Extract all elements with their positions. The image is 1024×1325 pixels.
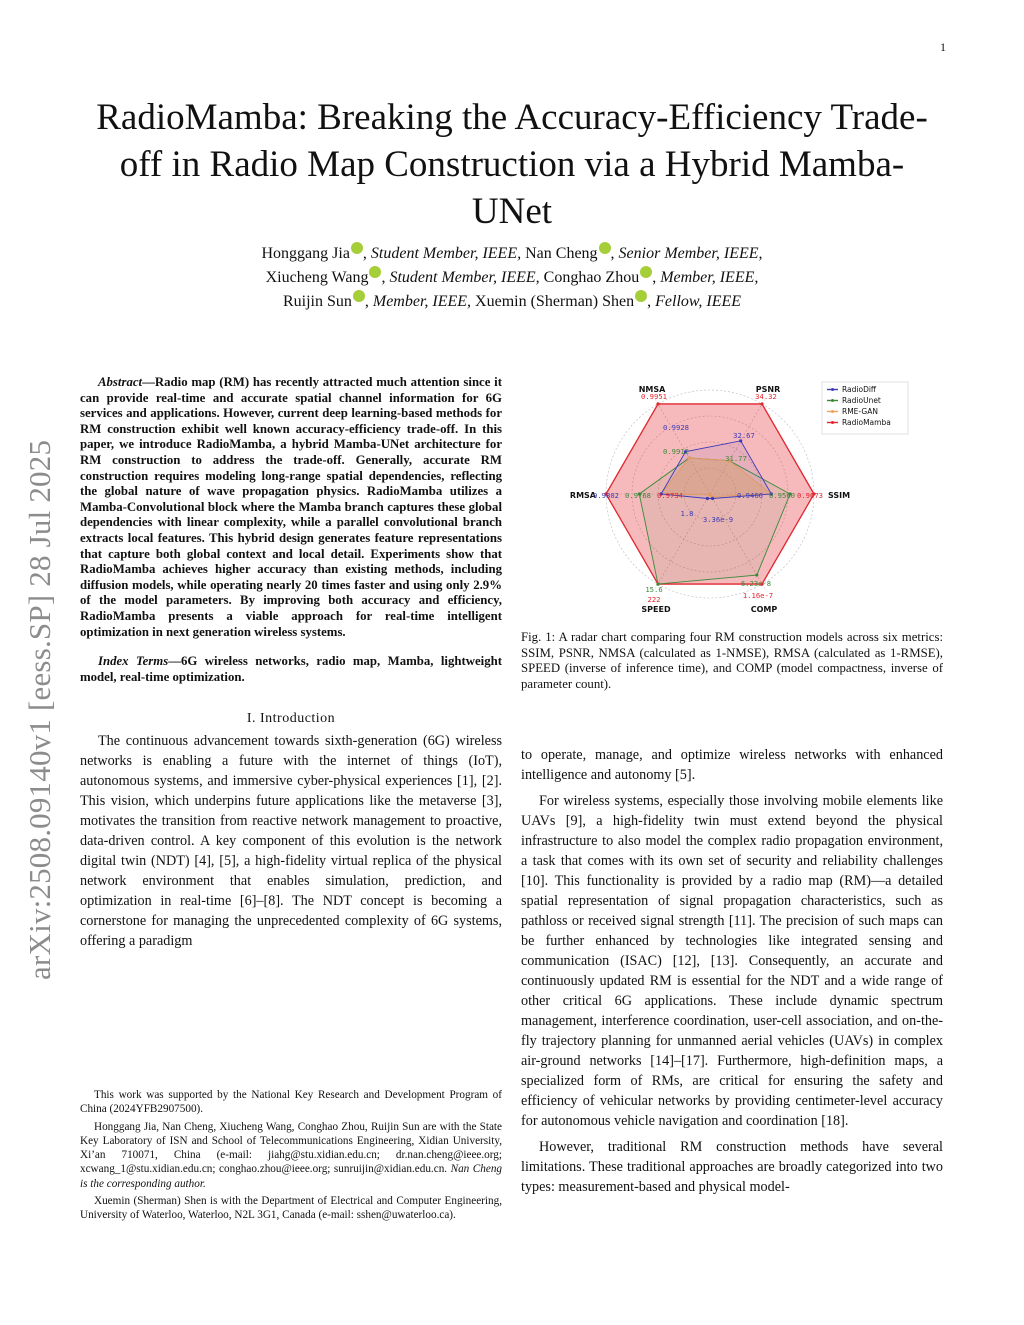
author-membership: Fellow, IEEE (655, 293, 742, 310)
author-membership: Student Member, IEEE, (370, 245, 522, 262)
radar-value-label: 32.67 (733, 431, 755, 440)
radar-point (760, 402, 763, 405)
index-terms (80, 654, 502, 685)
author-membership: Student Member, IEEE, (389, 269, 540, 286)
section-heading-introduction: I. Introduction (246, 711, 336, 727)
radar-axis-label: PSNR (755, 385, 781, 394)
author-membership: Member, IEEE, (372, 293, 472, 310)
author-membership: Member, IEEE, (660, 269, 759, 286)
right-paragraph-3: However, traditional RM construction methods have several limitations. These traditional approaches are broadly categorized into two types: measurement-based and physical model- (521, 1139, 943, 1195)
radar-value-label: 34.32 (755, 392, 777, 401)
abstract-label: Abstract (98, 375, 143, 389)
radar-value-label: 0.9466 (737, 491, 763, 500)
index-terms-text: —6G wireless networks, radio map, Mamba, lightweight model, real-time optimization. (80, 654, 502, 684)
radar-point (706, 497, 709, 500)
legend-marker (831, 410, 834, 413)
index-terms-label: Index Terms (98, 654, 169, 669)
abstract (80, 375, 502, 640)
figure-1 (560, 374, 930, 614)
legend-marker (831, 399, 834, 402)
intro-paragraph-1: The continuous advancement towards sixth-generation (6G) wireless networks is enabling a future with the internet of things (IoT), autonomous systems, and immersive cyber-physical experiences [1], [2]. This vision, which underpins future applications like the metaverse [3], motivates the transition from reactive network management to proactive, data-driven control. A key component of this evolution is the network digital twin (NDT) [4], [5], a high-fidelity virtual replica of the physical network environment that enables simulation, prediction, and optimization in real-time [6]–[8]. The NDT concept is becoming a cornerstone for managing the unprecedented complexity of 6G systems, offering a paradigm (80, 733, 502, 950)
left-column (80, 375, 502, 951)
abstract-text: —Radio map (RM) has recently attracted much attention since it can provide real-time and accurate spatial channel information for 6G services and applications. However, current deep learning-based methods for RM construction exhibit well known accuracy-efficiency trade-off. In this paper, we introduce RadioMamba, a hybrid Mamba-UNet architecture for RM construction to address the trade-off. Generally, accurate RM construction requires modeling long-range spatial dependencies, reflecting the global nature of wave propagation physics. RadioMamba utilizes a Mamba-Convolutional block where the Mamba branch captures these global dependencies with linear complexity, while a parallel convolutional branch extracts local features. This hybrid design generates feature representations that capture both global context and local detail. Experiments show that RadioMamba achieves higher accuracy than existing methods, including diffusion models, while operating nearly 20 times faster and using only 2.9% of the model parameters. By improving both accuracy and efficiency, RadioMamba presents a viable approach for real-time intelligent optimization in next generation wireless systems. (80, 375, 502, 639)
radar-value-label: 31.77 (725, 454, 747, 463)
author-line-1: Honggang Jia , Student Member, IEEE, Nan Cheng , Senior Member, IEEE, (110, 242, 914, 266)
orcid-icon[interactable] (353, 290, 365, 302)
radar-value-label: 3.36e-9 (702, 515, 734, 524)
radar-axis-label: RMSA (569, 491, 596, 500)
page-number: 1 (940, 40, 946, 54)
radar-value-label: 1.16e-7 (742, 591, 774, 600)
figure-caption: Fig. 1: A radar chart comparing four RM construction models across six metrics: SSIM, PSNR, NMSA (calculated as 1-NMSE), RMSA (calculated as 1-RMSE), SPEED (inverse of inference time), and COMP (model compactness, inverse of parameter count). (521, 630, 943, 691)
author-name: Conghao Zhou (543, 269, 640, 286)
legend-label: RadioUnet (842, 396, 881, 405)
footnote-affiliation-2: Xuemin (Sherman) Shen is with the Department of Electrical and Computer Engineering, University of Waterloo, Waterloo, N2L 3G1, Canada (e-mail: sshen@uwaterloo.ca). (80, 1195, 502, 1222)
radar-value-label: 0.9951 (641, 392, 667, 401)
orcid-icon[interactable] (351, 242, 363, 254)
author-line-2: Xiucheng Wang , Student Member, IEEE, Conghao Zhou , Member, IEEE, (110, 266, 914, 290)
radar-value-label: 15.6 (645, 585, 663, 594)
radar-value-label: 0.9912 (663, 447, 689, 456)
radar-value-label: 0.9560 (769, 491, 795, 500)
right-column (521, 745, 943, 1197)
corresponding-author-note: Nan Cheng is the corresponding author. (80, 1163, 503, 1190)
radar-value-label: 0.9802 (593, 491, 619, 500)
arxiv-identifier[interactable]: arXiv:2508.09140v1 [eess.SP] 28 Jul 2025 (22, 439, 57, 980)
legend-label: RadioMamba (842, 418, 891, 427)
radar-point (711, 497, 714, 500)
author-name: Ruijin Sun (282, 293, 352, 310)
radar-value-label: 0.9673 (797, 491, 823, 500)
orcid-icon[interactable] (369, 266, 381, 278)
legend-label: RadioDiff (842, 385, 877, 394)
radar-value-label: 0.9734 (657, 491, 683, 500)
right-paragraph-continued: to operate, manage, and optimize wireless networks with enhanced intelligence and autonomy [5]. (521, 747, 943, 783)
radar-value-label: 0.9768 (625, 491, 651, 500)
radar-axis-label: COMP (750, 605, 778, 614)
legend-marker (831, 388, 834, 391)
footnote-funding: This work was supported by the National Key Research and Development Program of China (2024YFB2907500). (80, 1089, 502, 1116)
legend-marker (831, 421, 834, 424)
radar-axis-label: SSIM (828, 491, 851, 500)
radar-value-label: 0.9928 (663, 423, 689, 432)
radar-chart (560, 374, 930, 614)
radar-value-label: 222 (647, 595, 661, 604)
author-line-3: Ruijin Sun , Member, IEEE, Xuemin (Sherman) Shen , Fellow, IEEE (110, 290, 914, 314)
radar-axis-label: SPEED (641, 605, 671, 614)
radar-value-label: 1.8 (680, 509, 694, 518)
footnote-affiliation-1 (80, 1120, 502, 1191)
radar-axis-label: NMSA (638, 385, 666, 394)
footnotes (80, 1088, 502, 1226)
footnote-affiliation-text: Honggang Jia, Nan Cheng, Xiucheng Wang, Conghao Zhou, Ruijin Sun are with the State Key Laboratory of ISN and School of Telecommunications Engineering, Xidian University, Xi’an 710071, China (e-mail: jiahg@stu.xidian.edu.cn; dr.nan.cheng@ieee.org; xcwang_1@stu.xidian.edu.cn; conghao.zhou@ieee.org; sunruijin@xidian.edu.cn. (80, 1120, 502, 1176)
radar-point (656, 402, 659, 405)
author-name: Xiucheng Wang (265, 269, 369, 286)
right-paragraph-2: For wireless systems, especially those involving mobile elements like UAVs [9], a high-fidelity twin must extend beyond the physical infrastructure to also model the complex radio propagation environment, a task that comes with its own set of security and reliability challenges [10]. This functionality is provided by a radio map (RM)—a detailed spatial representation of signal propagation characteristics, such as pathloss or received signal strength [11]. The precision of such maps can be further enhanced by technologies like integrated sensing and communication (ISAC) [12], [13]. Consequently, an accurate and continuously updated RM is essential for the NDT and a wide range of other critical 6G applications. These include dynamic spectrum management, interference coordination, user-cell association, and on-the-fly trajectory planning for unmanned aerial vehicles (UAVs) in complex air-ground networks [14]–[17]. Furthermore, high-definition maps, a specialized form of RMs, are critical for ensuring the safety and efficiency of vehicular networks by providing centimeter-level accuracy for autonomous vehicle navigation and coordination [18]. (521, 793, 943, 1129)
radar-point (755, 573, 758, 576)
author-membership: Senior Member, IEEE, (618, 245, 763, 262)
author-name: Nan Cheng (525, 245, 598, 262)
author-name: Xuemin (Sherman) Shen (475, 293, 635, 310)
paper-title: RadioMamba: Breaking the Accuracy-Efficiency Trade-off in Radio Map Construction via a Hybrid Mamba-UNet (96, 97, 928, 232)
orcid-icon[interactable] (640, 266, 652, 278)
orcid-icon[interactable] (635, 290, 647, 302)
legend-label: RME-GAN (842, 407, 878, 416)
author-list (110, 242, 914, 314)
author-name: Honggang Jia (261, 245, 350, 262)
radar-value-label: 6.23e-8 (740, 579, 772, 588)
orcid-icon[interactable] (599, 242, 611, 254)
